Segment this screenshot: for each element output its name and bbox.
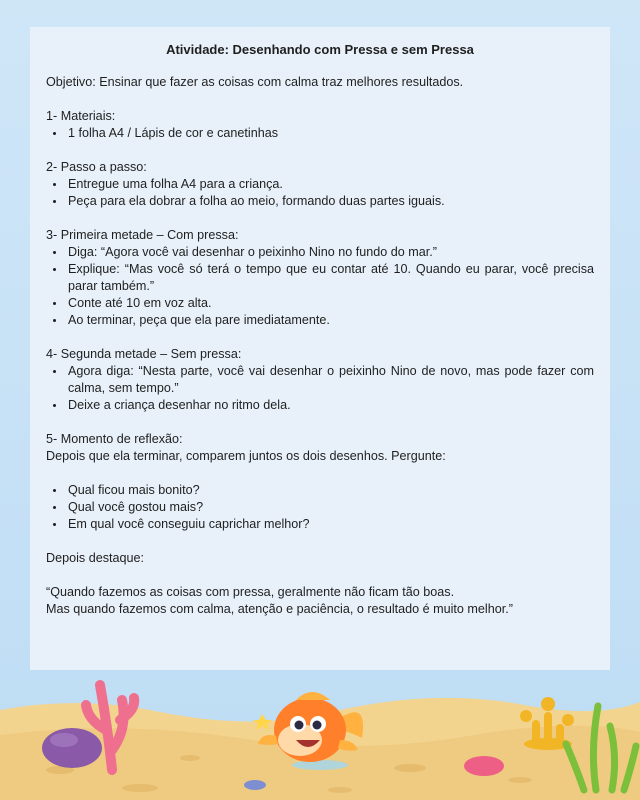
reflection-intro: Depois que ela terminar, comparem juntos os dois desenhos. Pergunte:: [46, 449, 446, 463]
highlight-label: Depois destaque:: [46, 551, 145, 565]
rock: [42, 728, 102, 768]
activity-card: [30, 27, 610, 670]
materials-list: [46, 125, 594, 142]
list-item: • Conte até 10 em voz alta.: [66, 295, 594, 312]
first-half-list: [46, 244, 594, 329]
list-item: • Agora diga: “Nesta parte, você vai desenhar o peixinho Nino de novo, mas pode fazer com calma, sem tempo.”: [66, 363, 594, 397]
second-half-list: [46, 363, 594, 414]
list-item: • Ao terminar, peça que ela pare imediatamente.: [66, 312, 594, 329]
shell: [464, 756, 504, 776]
list-item: • Entregue uma folha A4 para a criança.: [66, 176, 594, 193]
quote-line-1: “Quando fazemos as coisas com pressa, geralmente não ficam tão boas.: [46, 585, 455, 599]
section-first-half-heading: 3- Primeira metade – Com pressa:: [46, 228, 239, 242]
list-item: • Qual você gostou mais?: [66, 499, 594, 516]
page-title: Atividade: Desenhando com Pressa e sem Pressa: [166, 42, 474, 57]
list-item: • Diga: “Agora você vai desenhar o peixinho Nino no fundo do mar.”: [66, 244, 594, 261]
quote-line-2: Mas quando fazemos com calma, atenção e paciência, o resultado é muito melhor.”: [46, 602, 513, 616]
list-item: • Qual ficou mais bonito?: [66, 482, 594, 499]
list-item: • Explique: “Mas você só terá o tempo que eu contar até 10. Quando eu parar, você precisa parar também.”: [66, 261, 594, 295]
list-item: • Deixe a criança desenhar no ritmo dela.: [66, 397, 594, 414]
list-item: • Peça para ela dobrar a folha ao meio, formando duas partes iguais.: [66, 193, 594, 210]
objective-text: Objetivo: Ensinar que fazer as coisas com calma traz melhores resultados.: [46, 75, 464, 89]
steps-list: [46, 176, 594, 210]
list-item: • 1 folha A4 / Lápis de cor e canetinhas: [66, 125, 594, 142]
section-second-half-heading: 4- Segunda metade – Sem pressa:: [46, 347, 242, 361]
section-reflection-heading: 5- Momento de reflexão:: [46, 432, 183, 446]
seabed-illustration: [0, 640, 640, 800]
section-materials-heading: 1- Materiais:: [46, 109, 116, 123]
list-item: • Em qual você conseguiu caprichar melhor?: [66, 516, 594, 533]
section-steps-heading: 2- Passo a passo:: [46, 160, 147, 174]
questions-list: [46, 482, 594, 533]
